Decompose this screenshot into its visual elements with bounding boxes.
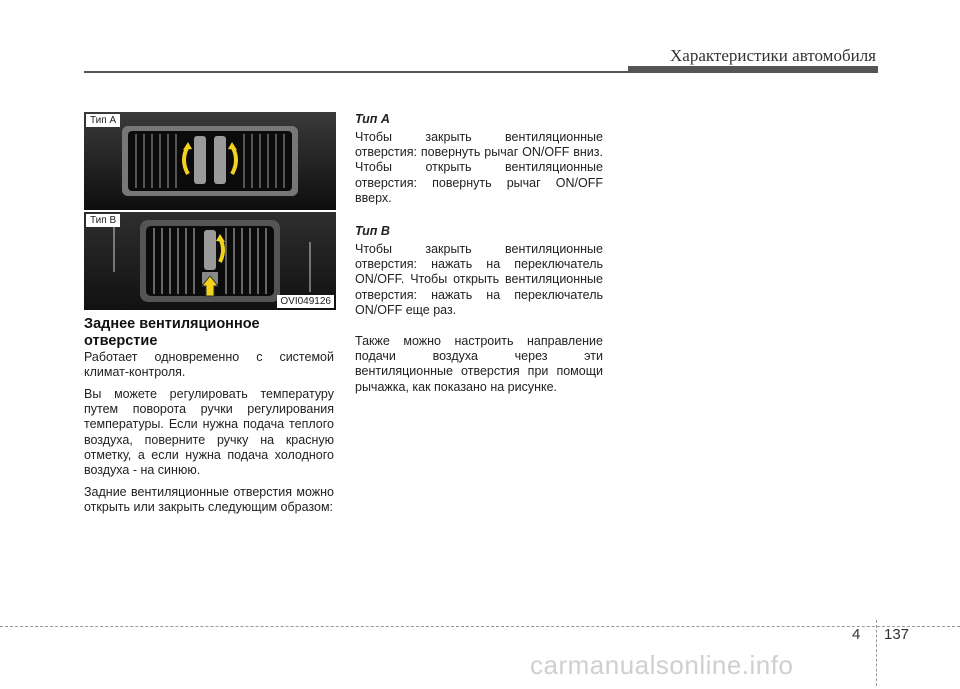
paragraph-direction: Также можно настроить направление подачи воздуха через эти вентиляционные отверстия при помощи рычажка, как показано на рисунке.: [355, 334, 603, 394]
type-a-label: Тип А: [86, 114, 120, 127]
vent-photo-type-a: [84, 112, 336, 210]
type-b-label: Тип B: [86, 214, 120, 227]
watermark: carmanualsonline.info: [530, 650, 794, 680]
footer-divider: [876, 620, 877, 686]
type-b-text: Чтобы закрыть вентиляционные отверстия: нажать на переключатель ON/OFF. Чтобы открыть вентиляционные отверстия: нажать на переключатель ON/OFF еще раз.: [355, 242, 603, 317]
page-number: 137: [884, 626, 910, 643]
vent-photo-type-b: [84, 212, 336, 310]
vent-type-a-illustration: [84, 112, 336, 210]
paragraph-temperature: Вы можете регулировать температуру путем поворота ручки регулирования температуры. Если нужна подача теплого воздуха, поверните ручку на красную отметку, а если нужна подача холодного воздуха - на синюю.: [84, 387, 334, 478]
type-a-heading: Тип А: [355, 112, 390, 126]
header-rule: [84, 71, 629, 73]
footer-rule: [0, 626, 960, 627]
paragraph-intro: Работает одновременно с системой климат-контроля.: [84, 350, 334, 380]
section-heading: Заднее вентиляционное отверстие: [84, 316, 260, 349]
image-code: OVI049126: [277, 295, 334, 308]
type-a-text: Чтобы закрыть вентиляционные отверстия: повернуть рычаг ON/OFF вниз. Чтобы открыть вентиляционные отверстия: повернуть рычаг ON/OFF вверх.: [355, 130, 603, 205]
type-b-heading: Тип B: [355, 224, 390, 238]
chapter-number: 4: [852, 626, 861, 643]
header-title: Характеристики автомобиля: [670, 46, 876, 65]
header-rule-bar: [628, 66, 878, 73]
paragraph-open-close: Задние вентиляционные отверстия можно открыть или закрыть следующим образом:: [84, 485, 334, 515]
